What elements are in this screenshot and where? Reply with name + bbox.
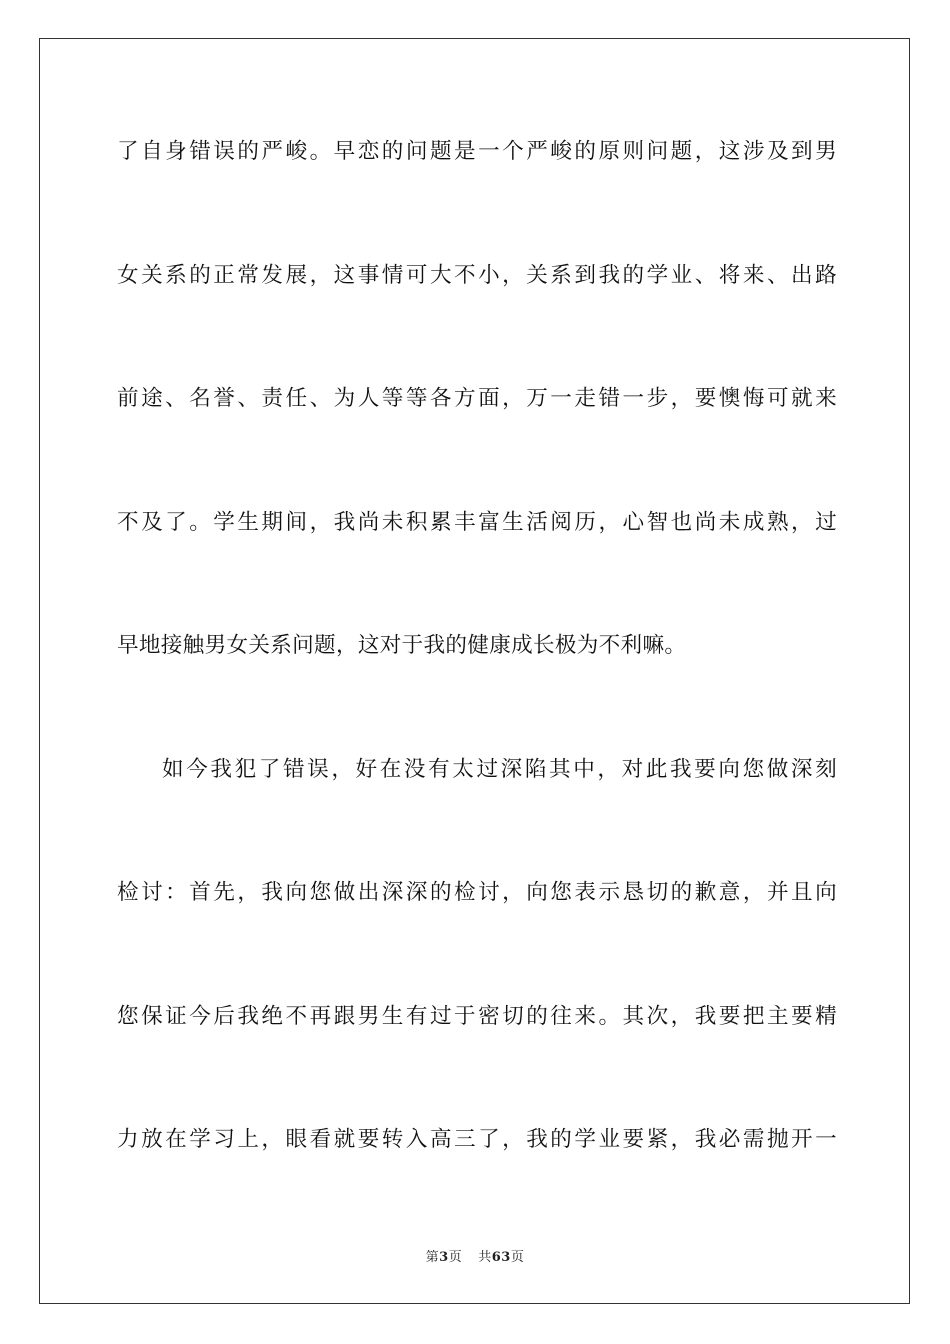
total-pages: 63 bbox=[491, 1250, 511, 1265]
text-line: 不及了。学生期间，我尚未积累丰富生活阅历，心智也尚未成熟，过 bbox=[117, 509, 837, 535]
text-line: 力放在学习上，眼看就要转入高三了，我的学业要紧，我必需抛开一 bbox=[117, 1127, 837, 1152]
total-prefix: 共 bbox=[478, 1250, 492, 1265]
text-line: 早地接触男女关系问题，这对于我的健康成长极为不利嘛。 bbox=[117, 633, 687, 658]
text-line: 检讨：首先，我向您做出深深的检讨，向您表示恳切的歉意，并且向 bbox=[117, 880, 837, 905]
page-suffix: 页 bbox=[448, 1250, 463, 1265]
text-line: 您保证今后我绝不再跟男生有过于密切的往来。其次，我要把主要精 bbox=[117, 1003, 837, 1029]
paragraph-start-line: 如今我犯了错误，好在没有太过深陷其中，对此我要向您做深刻 bbox=[162, 756, 837, 782]
text-line: 了自身错误的严峻。早恋的问题是一个严峻的原则问题，这涉及到男 bbox=[117, 139, 837, 164]
document-body bbox=[117, 122, 837, 1234]
text-line: 前途、名誉、责任、为人等等各方面，万一走错一步，要懊悔可就来 bbox=[117, 386, 837, 411]
page-number: 3 bbox=[439, 1250, 449, 1265]
page-footer bbox=[0, 1246, 950, 1265]
total-suffix: 页 bbox=[510, 1250, 525, 1265]
page-prefix: 第 bbox=[425, 1250, 440, 1265]
text-line: 女关系的正常发展，这事情可大不小，关系到我的学业、将来、出路 bbox=[117, 262, 837, 288]
